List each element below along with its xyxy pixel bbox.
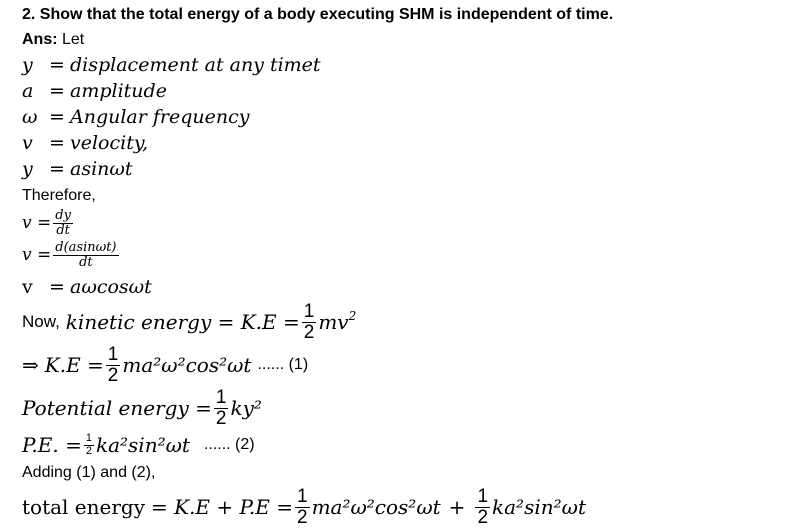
exponent: 2 <box>348 309 357 324</box>
answer-label: Ans: <box>22 31 58 48</box>
fraction-half <box>295 487 310 528</box>
kinetic-energy-lhs: K.E = <box>44 353 104 378</box>
potential-energy-term: ky² <box>230 396 262 421</box>
fraction-denominator: 2 <box>303 321 315 343</box>
adding-text: Adding (1) and (2), <box>22 464 156 481</box>
fraction-denominator: 2 <box>296 506 308 528</box>
kinetic-energy-term: ma²ω²cos²ωt <box>122 353 252 378</box>
definition-meaning: displacement at any timet <box>70 54 321 76</box>
definition-row: v = velocity, <box>22 132 149 154</box>
potential-energy-term: ka²sin²ωt <box>492 495 586 520</box>
fraction-half <box>475 487 490 528</box>
potential-energy-equation <box>22 433 255 457</box>
fraction-numerator: 1 <box>303 301 315 322</box>
implies-arrow: ⇒ <box>22 353 39 378</box>
velocity-derivative-equation <box>22 209 75 237</box>
fraction-numerator: 1 <box>296 486 308 507</box>
definition-symbol: a <box>22 80 34 102</box>
kinetic-energy-expression: kinetic energy = K.E = <box>65 310 300 335</box>
definition-meaning: asinωt <box>70 158 133 180</box>
definition-row: y = displacement at any timet <box>22 54 321 76</box>
fraction-denominator: 2 <box>215 407 227 429</box>
definition-row: y = asinωt <box>22 158 133 180</box>
now-text: Now, <box>22 312 60 332</box>
equation-lhs: v = <box>22 245 52 266</box>
answer-intro <box>22 31 84 49</box>
fraction-half <box>84 433 94 457</box>
equation-number: ...... (1) <box>257 356 309 374</box>
definition-row: a = amplitude <box>22 80 167 102</box>
potential-energy-definition <box>22 388 262 429</box>
fraction-half <box>302 302 317 343</box>
fraction-half <box>106 345 121 386</box>
potential-energy-expression: Potential energy = <box>22 396 212 421</box>
fraction-denominator: 2 <box>477 506 489 528</box>
total-energy-word: total energy <box>22 495 146 520</box>
fraction-numerator: dy <box>55 208 71 223</box>
kinetic-energy-definition <box>22 302 356 343</box>
definition-symbol: y <box>22 158 33 180</box>
equation-number: ...... (2) <box>203 436 255 454</box>
fraction-half <box>214 388 229 429</box>
fraction-denominator: 2 <box>85 444 92 457</box>
definition-meaning: amplitude <box>70 80 167 102</box>
equation-lhs: v <box>22 276 33 298</box>
definition-meaning: velocity, <box>70 132 149 154</box>
plus-sign: + <box>448 495 466 520</box>
potential-energy-lhs: P.E. = <box>22 433 82 458</box>
kinetic-energy-equation <box>22 345 308 386</box>
fraction <box>53 241 118 269</box>
answer-let-text: Let <box>57 31 85 48</box>
fraction-denominator: dt <box>79 254 93 270</box>
fraction-numerator: 1 <box>215 387 227 408</box>
therefore-text: Therefore, <box>22 187 96 204</box>
kinetic-energy-term: ma²ω²cos²ωt <box>311 495 441 520</box>
question-heading: 2. Show that the total energy of a body executing SHM is independent of time. <box>22 6 614 23</box>
equation-lhs: v = <box>22 213 52 234</box>
equation-rhs: aωcosωt <box>70 276 152 298</box>
fraction-numerator: 1 <box>107 344 119 365</box>
fraction-denominator: dt <box>56 222 70 238</box>
fraction-numerator: 1 <box>477 486 489 507</box>
total-energy-sum: = K.E + P.E = <box>151 495 293 520</box>
velocity-result-equation: v = aωcosωt <box>22 276 152 298</box>
kinetic-energy-term: mv <box>318 310 349 335</box>
definition-symbol: v <box>22 132 33 154</box>
fraction-numerator: 1 <box>85 432 92 444</box>
definition-symbol: y <box>22 54 33 76</box>
total-energy-equation <box>22 487 586 528</box>
potential-energy-term: ka²sin²ωt <box>95 433 190 458</box>
fraction-denominator: 2 <box>107 364 119 386</box>
definition-row: ω = Angular frequency <box>22 106 250 128</box>
definition-meaning: Angular frequency <box>70 106 250 128</box>
definition-symbol: ω <box>22 106 38 128</box>
fraction <box>53 209 73 237</box>
fraction-numerator: d(asinωt) <box>55 240 117 255</box>
velocity-substitution-equation <box>22 241 121 269</box>
